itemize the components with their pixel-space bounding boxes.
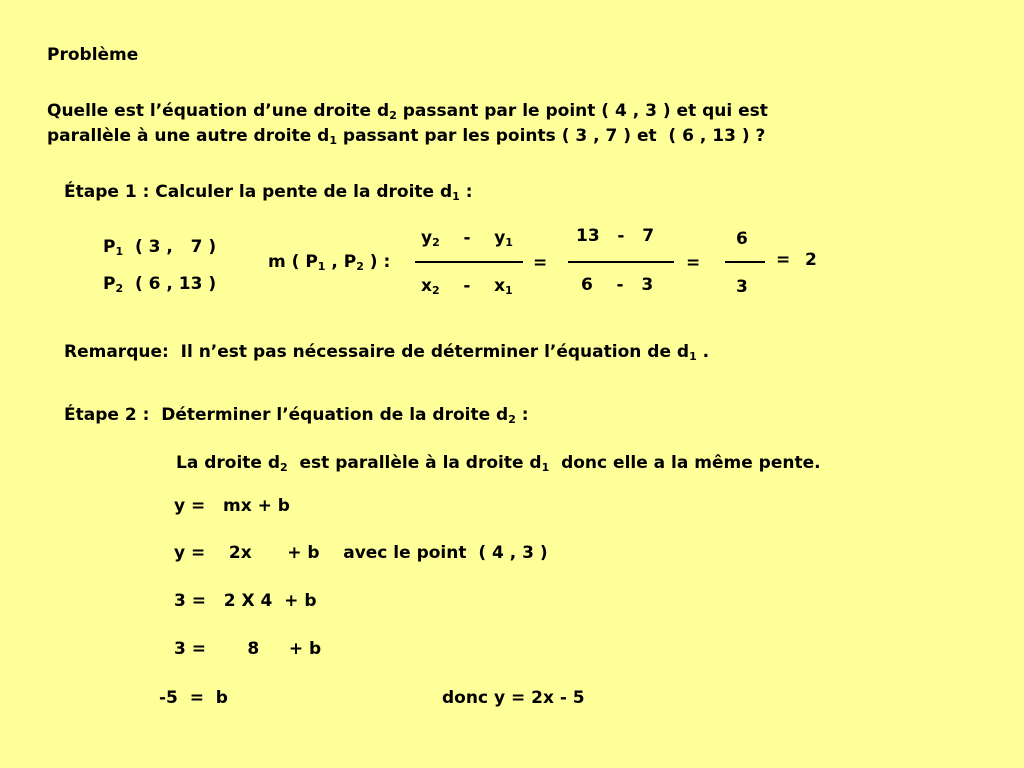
equals-sign-2: = [686, 253, 701, 273]
parallel-statement: La droite $d_2$ est parallèle à la droite $d_1$ donc elle a la même pente. [176, 453, 821, 474]
fraction3-denominator: 3 [736, 277, 748, 297]
step2-title: Étape 2 : Déterminer l’équation de la droite $d_2$ : [64, 405, 529, 426]
fraction1-numerator: $y_2$ - $y_1$ [421, 228, 513, 249]
equation-line-4: 3 = 8 + b [174, 639, 322, 659]
equals-sign-3: = [776, 250, 791, 270]
fraction3-numerator: 6 [736, 229, 748, 249]
equation-line-3: 3 = 2 X 4 + b [174, 591, 317, 611]
final-equation: donc y = 2x - 5 [442, 688, 585, 708]
question-line-1: Quelle est l’équation d’une droite $d_2$ passant par le point ( 4 , 3 ) et qui est [47, 101, 768, 122]
fraction1-bar [415, 261, 523, 263]
point-p2: $P_2$ ( 6 , 13 ) [103, 274, 217, 295]
equals-sign-1: = [533, 253, 548, 273]
equation-line-2: y = 2x + b avec le point ( 4 , 3 ) [174, 543, 548, 563]
remark: Remarque: Il n’est pas nécessaire de déterminer l’équation de $d_1$ . [64, 342, 710, 363]
fraction2-bar [568, 261, 674, 263]
slope-result: 2 [805, 250, 817, 270]
fraction2-numerator: 13 - 7 [576, 226, 655, 246]
point-p1: $P_1$ ( 3 , 7 ) [103, 237, 217, 258]
final-b-value: -5 = b [159, 688, 228, 708]
slope-label: m ( $P_1$ , $P_2$ ) : [268, 252, 391, 273]
equation-line-1: y = mx + b [174, 496, 290, 516]
heading: Problème [47, 45, 139, 65]
fraction2-denominator: 6 - 3 [581, 275, 654, 295]
question-line-2: parallèle à une autre droite $d_1$ passant par les points ( 3 , 7 ) et ( 6 , 13 ) ? [47, 126, 766, 147]
fraction3-bar [725, 261, 765, 263]
step1-title: Étape 1 : Calculer la pente de la droite $d_1$ : [64, 182, 473, 203]
fraction1-denominator: $x_2$ - $x_1$ [421, 276, 513, 297]
